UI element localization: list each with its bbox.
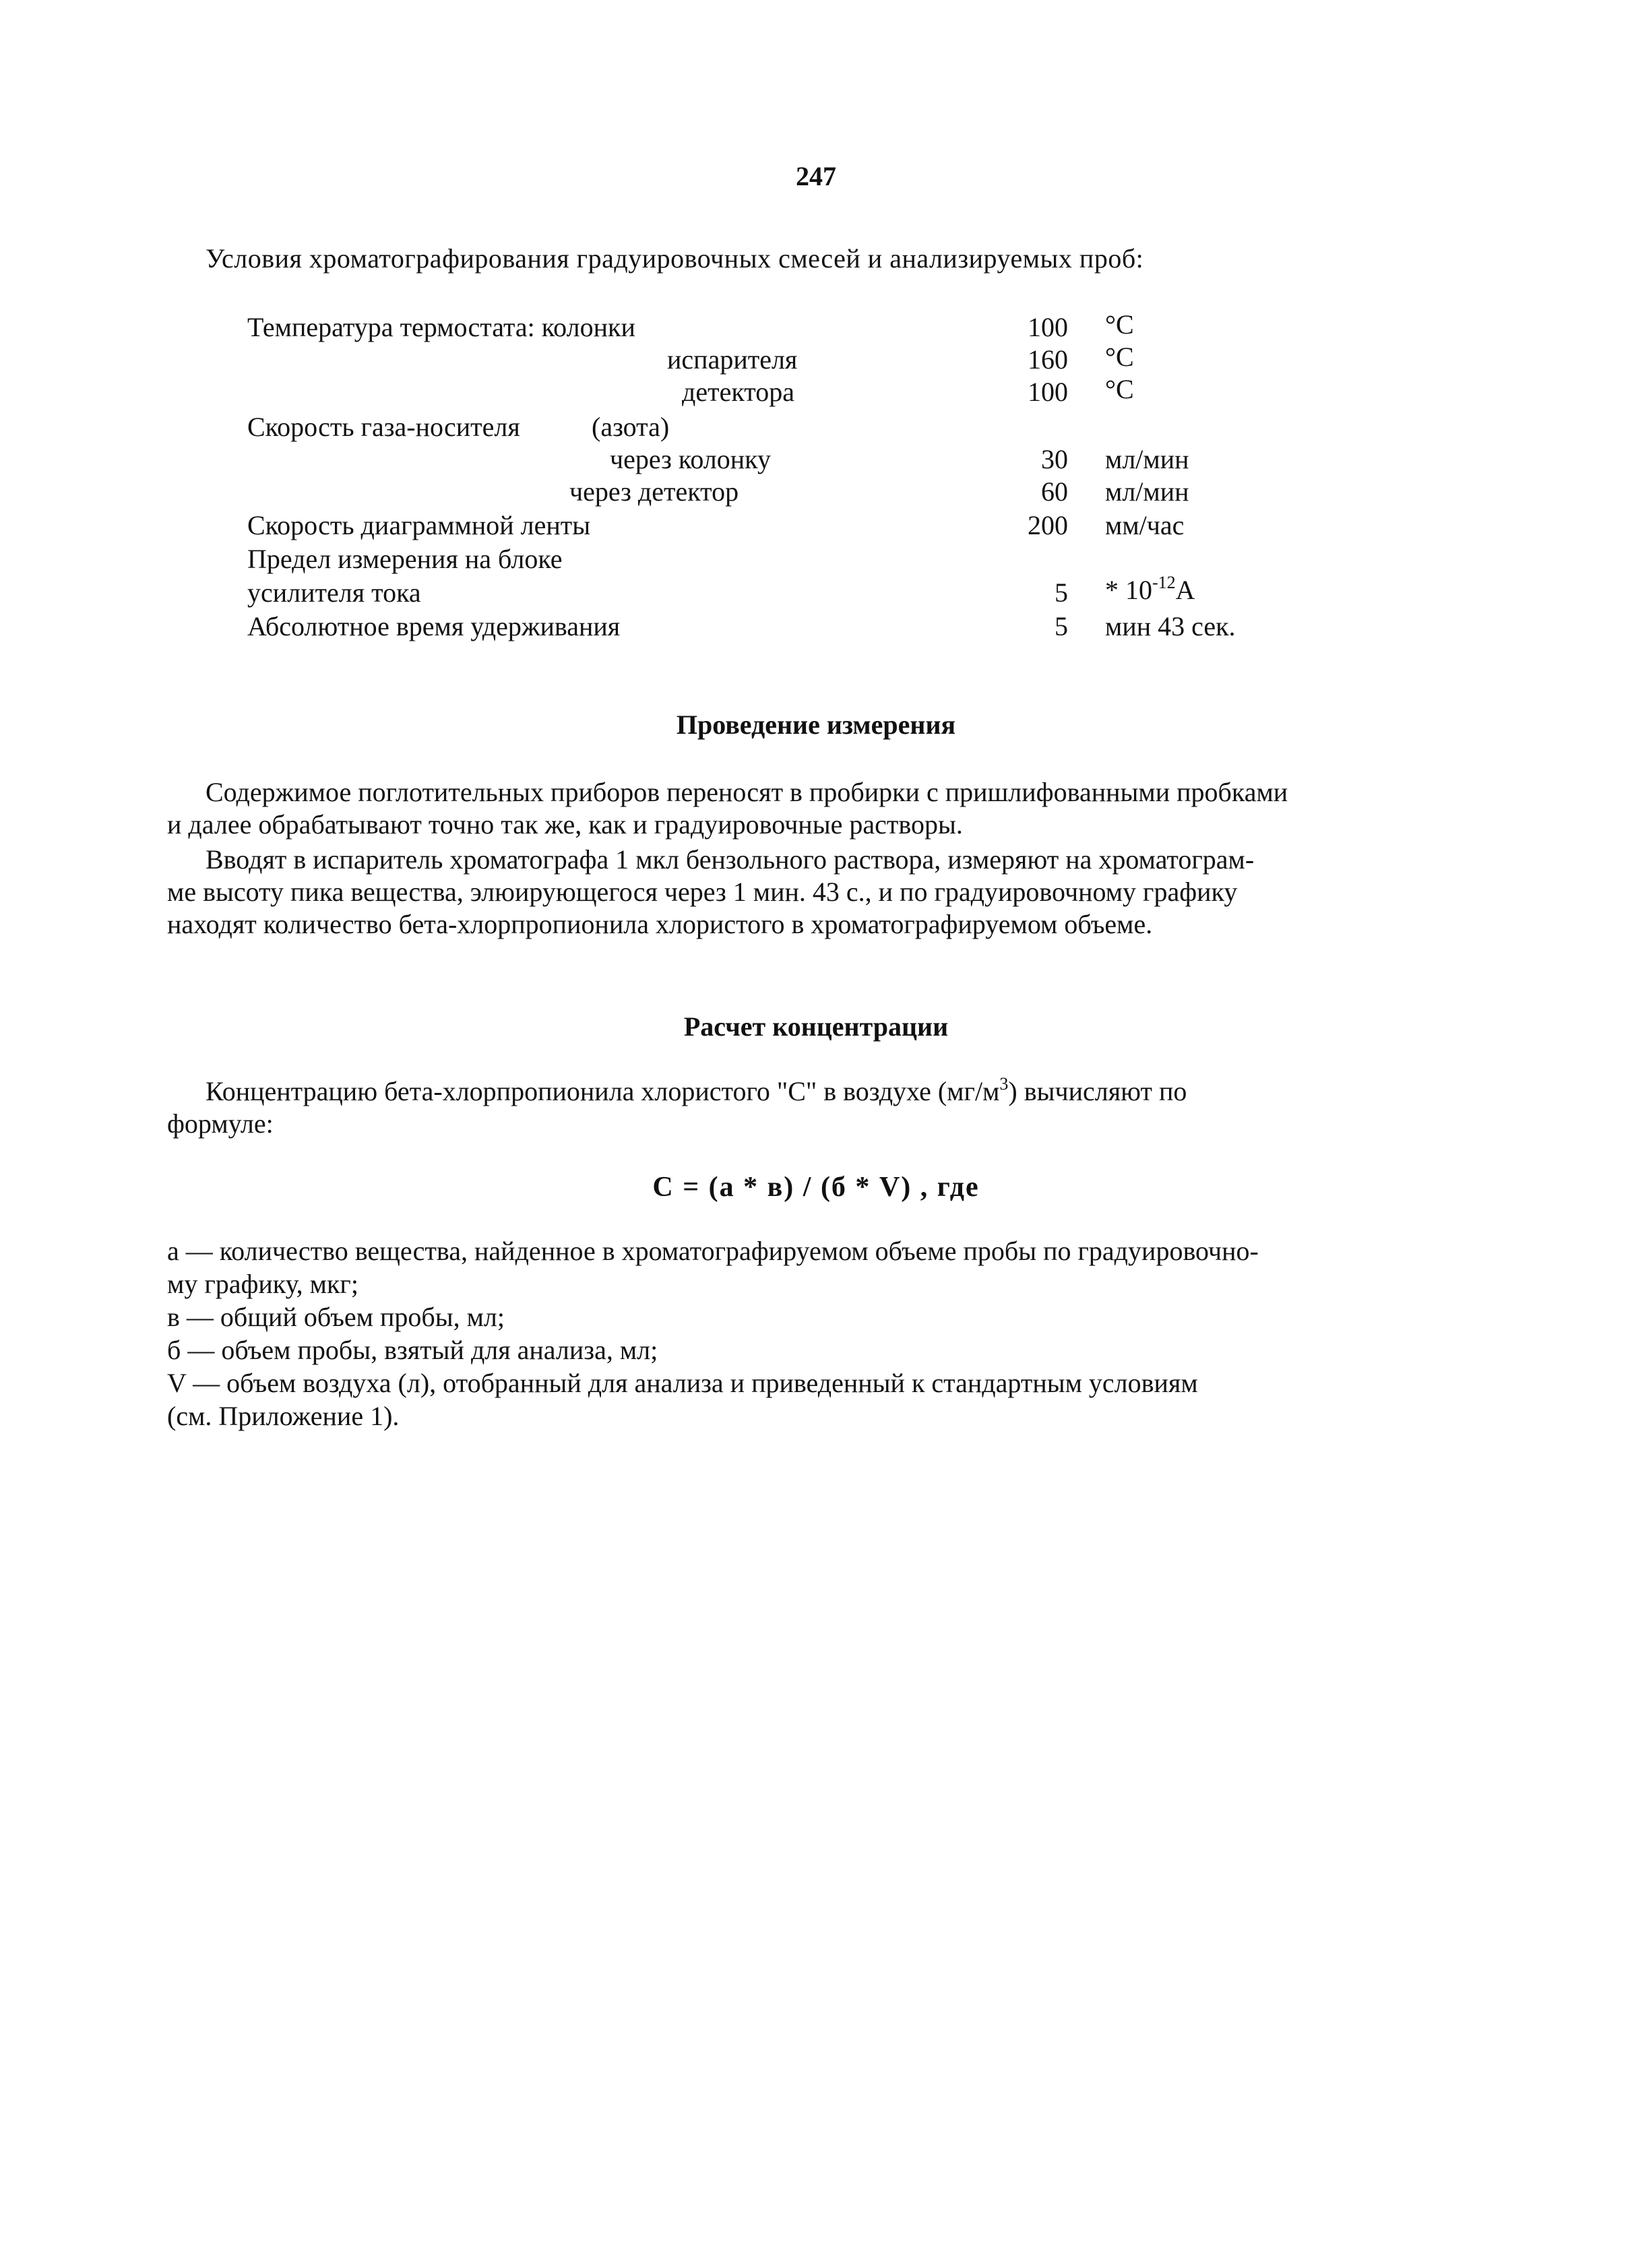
limit-label-1: Предел измерения на блоке bbox=[247, 544, 563, 574]
tape-value: 200 bbox=[1028, 510, 1068, 540]
section-heading-measurement: Проведение измерения bbox=[676, 710, 956, 740]
temp-label: Температура термостата: колонки bbox=[247, 312, 635, 342]
limit-value: 5 bbox=[1055, 577, 1068, 608]
gas-detector-value: 60 bbox=[1041, 476, 1068, 507]
limit-unit-suffix: A bbox=[1175, 575, 1195, 605]
paragraph-line: и далее обрабатывают точно так же, как и градуировочные растворы. bbox=[167, 809, 963, 840]
gas-column-unit: мл/мин bbox=[1105, 444, 1189, 474]
retention-label: Абсолютное время удерживания bbox=[247, 611, 621, 641]
gas-label: Скорость газа-носителя bbox=[247, 412, 520, 442]
concentration-text-a: Концентрацию бета-хлорпропионила хлористого "C" в воздухе (мг/м bbox=[206, 1076, 1000, 1106]
section-heading-calculation: Расчет концентрации bbox=[683, 1011, 949, 1042]
tape-unit: мм/час bbox=[1105, 510, 1185, 540]
retention-value: 5 bbox=[1055, 611, 1068, 641]
temp-detector-value: 100 bbox=[1028, 377, 1068, 407]
conditions-intro: Условия хроматографирования градуировочных смесей и анализируемых проб: bbox=[206, 243, 1144, 274]
definition-line: б — объем пробы, взятый для анализа, мл; bbox=[167, 1335, 658, 1365]
limit-unit-exponent: -12 bbox=[1152, 573, 1176, 592]
paragraph-line bbox=[206, 1075, 1472, 1107]
temp-evaporator-value: 160 bbox=[1028, 344, 1068, 375]
paragraph-line: Содержимое поглотительных приборов переносят в пробирки с пришлифованными пробками bbox=[206, 777, 1288, 807]
definition-line: а — количество вещества, найденное в хроматографируемом объеме пробы по градуировочно- bbox=[167, 1236, 1259, 1266]
temp-evaporator-unit: °C bbox=[1105, 342, 1134, 372]
definition-line: V — объем воздуха (л), отобранный для анализа и приведенный к стандартным условиям bbox=[167, 1368, 1198, 1398]
paragraph-line: Вводят в испаритель хроматографа 1 мкл бензольного раствора, измеряют на хроматограм- bbox=[206, 844, 1255, 875]
limit-unit bbox=[1105, 574, 1195, 606]
gas-detector-label: через детектор bbox=[569, 476, 739, 507]
formula: C = (а * в) / (б * V) , где bbox=[652, 1172, 980, 1203]
tape-label: Скорость диаграммной ленты bbox=[247, 510, 591, 540]
retention-unit: мин 43 сек. bbox=[1105, 611, 1236, 641]
gas-note: (азота) bbox=[592, 412, 670, 442]
paragraph-line: формуле: bbox=[167, 1108, 274, 1139]
gas-detector-unit: мл/мин bbox=[1105, 476, 1189, 507]
limit-unit-prefix: * 10 bbox=[1105, 575, 1152, 605]
temp-detector-label: детектора bbox=[682, 377, 794, 407]
cubic-exponent: 3 bbox=[999, 1074, 1009, 1094]
concentration-text-b: ) вычисляют по bbox=[1008, 1076, 1187, 1106]
definition-line: (см. Приложение 1). bbox=[167, 1401, 400, 1431]
temp-detector-unit: °C bbox=[1105, 374, 1134, 404]
page-number: 247 bbox=[796, 161, 836, 191]
temp-column-unit: °C bbox=[1105, 309, 1134, 340]
definition-line: в — общий объем пробы, мл; bbox=[167, 1302, 505, 1332]
gas-column-value: 30 bbox=[1041, 444, 1068, 474]
definitions-list bbox=[167, 1234, 1471, 1432]
definition-line: му графику, мкг; bbox=[167, 1269, 358, 1299]
temp-column-value: 100 bbox=[1028, 312, 1068, 342]
gas-column-label: через колонку bbox=[610, 444, 772, 474]
limit-label-2: усилителя тока bbox=[247, 577, 421, 608]
paragraph-line: ме высоту пика вещества, элюирующегося через 1 мин. 43 с., и по градуировочному графику bbox=[167, 877, 1238, 907]
paragraph-line: находят количество бета-хлорпропионила хлористого в хроматографируемом объеме. bbox=[167, 909, 1153, 939]
temp-evaporator-label: испарителя bbox=[667, 344, 798, 375]
